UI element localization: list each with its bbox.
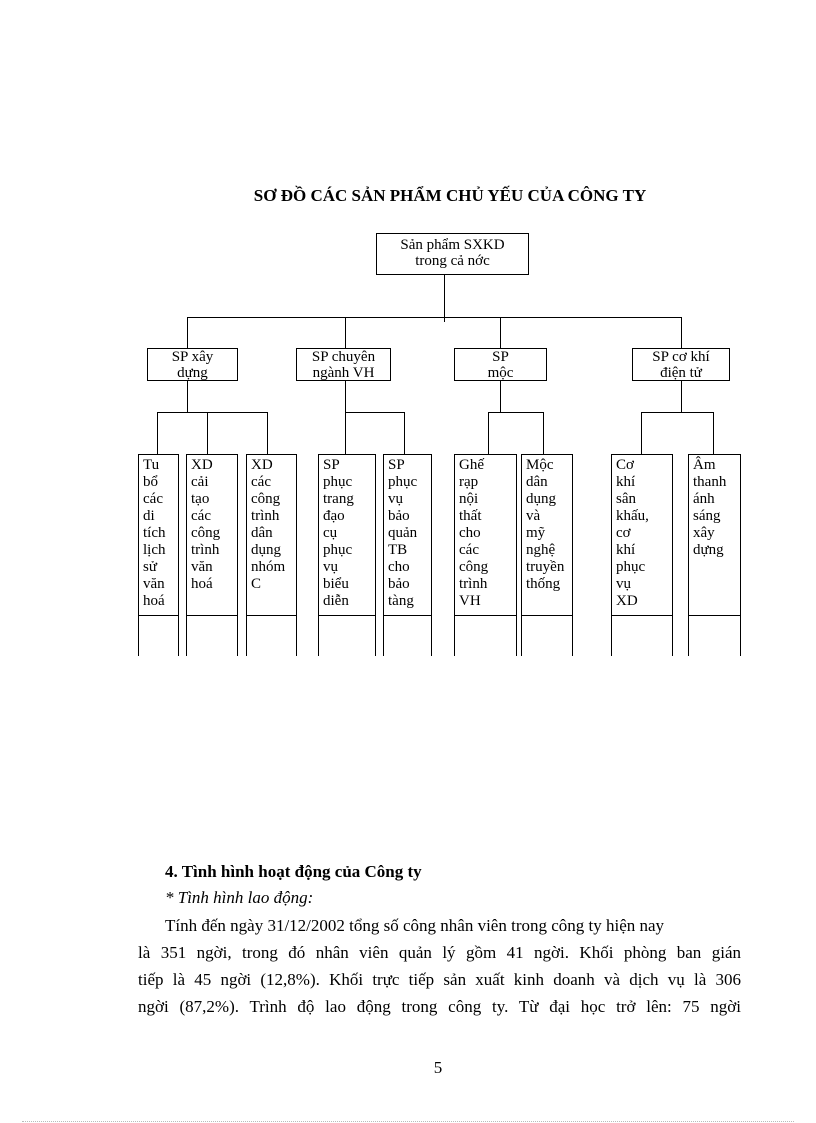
leaf-divider	[689, 615, 740, 616]
g2-stem	[345, 381, 346, 413]
page-edge-divider	[22, 1121, 794, 1122]
leaf-divider	[384, 615, 431, 616]
leaf-divider	[247, 615, 296, 616]
leaf-4-2	[688, 454, 741, 656]
leaf-3-2	[521, 454, 573, 656]
leaf-divider	[522, 615, 572, 616]
group-drop-4	[681, 317, 682, 348]
group-box-4: SP cơ khí điện tử	[632, 348, 730, 381]
leaf-label: XD các công trình dân dụng nhóm C	[251, 457, 286, 592]
leaf-label: Âm thanh ánh sáng xây dựng	[693, 457, 727, 558]
page-number: 5	[433, 1058, 443, 1077]
group-box-3: SP mộc	[454, 348, 547, 381]
g1-stem	[187, 381, 188, 413]
leaf-divider	[139, 615, 178, 616]
group-bus	[187, 317, 682, 318]
body-line-4: ngời (87,2%). Trình độ lao động trong công ty. Từ đại học trở lên: 75 ngời	[138, 997, 741, 1016]
g2-drop-a	[345, 412, 346, 454]
g1-drop-b	[207, 412, 208, 454]
g3-stem	[500, 381, 501, 413]
leaf-label: Ghế rạp nội thất cho các công trình VH	[459, 457, 489, 609]
body-line-3: tiếp là 45 ngời (12,8%). Khối trực tiếp sản xuất kinh doanh và dịch vụ là 306	[138, 970, 741, 989]
leaf-label: Mộc dân dụng và mỹ nghệ truyền thống	[526, 457, 565, 592]
g1-drop-c	[267, 412, 268, 454]
leaf-1-1	[138, 454, 179, 656]
leaf-label: SP phục vụ bảo quản TB cho bảo tàng	[388, 457, 418, 609]
leaf-divider	[187, 615, 237, 616]
group-drop-3	[500, 317, 501, 348]
leaf-label: XD cải tạo các công trình văn hoá	[191, 457, 221, 592]
leaf-divider	[612, 615, 672, 616]
root-box: Sản phẩm SXKD trong cả nớc	[376, 233, 529, 275]
g4-drop-a	[641, 412, 642, 454]
leaf-3-1	[454, 454, 517, 656]
g1-drop-a	[157, 412, 158, 454]
leaf-1-3	[246, 454, 297, 656]
leaf-label: SP phục trang đạo cụ phục vụ biểu diễn	[323, 457, 354, 609]
g2-drop-b	[404, 412, 405, 454]
leaf-divider	[319, 615, 375, 616]
g2-bus	[345, 412, 404, 413]
leaf-divider	[455, 615, 516, 616]
g4-drop-b	[713, 412, 714, 454]
body-line-2: là 351 ngời, trong đó nhân viên quản lý gồm 41 ngời. Khối phòng ban gián	[138, 943, 741, 962]
section-subheading: * Tình hình lao động:	[165, 888, 314, 907]
leaf-1-2	[186, 454, 238, 656]
leaf-2-1	[318, 454, 376, 656]
g4-stem	[681, 381, 682, 413]
leaf-4-1	[611, 454, 673, 656]
group-box-1: SP xây dựng	[147, 348, 238, 381]
diagram-title: SƠ ĐỒ CÁC SẢN PHẨM CHỦ YẾU CỦA CÔNG TY	[253, 186, 647, 205]
leaf-label: Tu bổ các di tích lịch sử văn hoá	[143, 457, 166, 609]
g3-drop-a	[488, 412, 489, 454]
section-heading: 4. Tình hình hoạt động của Công ty	[165, 862, 422, 881]
g3-drop-b	[543, 412, 544, 454]
group-drop-2	[345, 317, 346, 348]
g1-bus	[157, 412, 267, 413]
root-connector	[444, 275, 445, 322]
body-line-1: Tính đến ngày 31/12/2002 tổng số công nhân viên trong công ty hiện nay	[165, 916, 665, 935]
group-drop-1	[187, 317, 188, 348]
leaf-label: Cơ khí sân khấu, cơ khí phục vụ XD	[616, 457, 649, 609]
g3-bus	[488, 412, 543, 413]
leaf-2-2	[383, 454, 432, 656]
g4-bus	[641, 412, 713, 413]
group-box-2: SP chuyên ngành VH	[296, 348, 391, 381]
